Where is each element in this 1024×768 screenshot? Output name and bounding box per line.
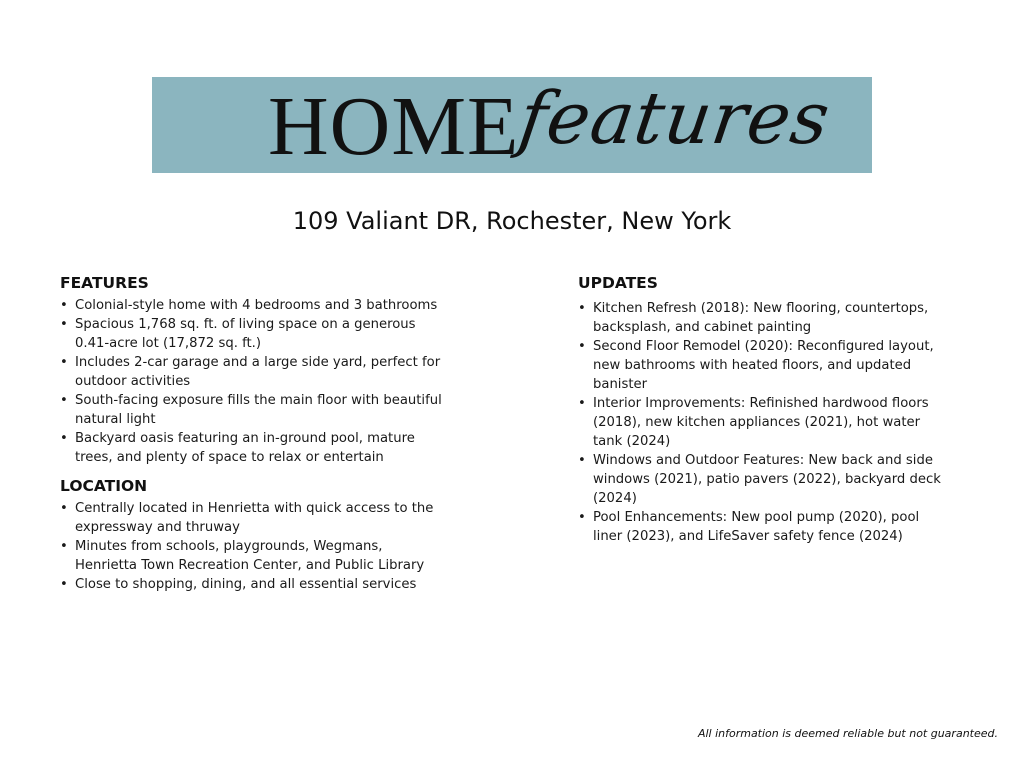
list-item: • Colonial-style home with 4 bedrooms and 3 bathrooms	[60, 296, 445, 315]
title-home: HOME	[268, 80, 520, 173]
right-column	[578, 273, 948, 546]
title-features-script: features	[514, 76, 836, 160]
list-item: • Backyard oasis featuring an in-ground pool, mature trees, and plenty of space to relax or entertain	[60, 429, 445, 467]
list-item: • Kitchen Refresh (2018): New flooring, countertops, backsplash, and cabinet painting	[578, 299, 948, 337]
list-item: • Minutes from schools, playgrounds, Wegmans, Henrietta Town Recreation Center, and Public Library	[60, 537, 445, 575]
property-address: 109 Valiant DR, Rochester, New York	[292, 207, 732, 235]
list-item: • Pool Enhancements: New pool pump (2020), pool liner (2023), and LifeSaver safety fence (2024)	[578, 508, 948, 546]
location-heading: LOCATION	[60, 477, 148, 495]
features-heading: FEATURES	[60, 274, 149, 292]
location-list	[60, 499, 445, 594]
list-item: • South-facing exposure fills the main floor with beautiful natural light	[60, 391, 445, 429]
list-item: • Close to shopping, dining, and all essential services	[60, 575, 445, 594]
updates-heading: UPDATES	[578, 274, 658, 292]
section-spacer	[60, 467, 445, 476]
left-column	[60, 273, 445, 594]
list-item: • Windows and Outdoor Features: New back and side windows (2021), patio pavers (2022), backyard deck (2024)	[578, 451, 948, 508]
list-item: • Centrally located in Henrietta with quick access to the expressway and thruway	[60, 499, 445, 537]
list-item: • Includes 2-car garage and a large side yard, perfect for outdoor activities	[60, 353, 445, 391]
list-item: • Spacious 1,768 sq. ft. of living space on a generous 0.41-acre lot (17,872 sq. ft.)	[60, 315, 445, 353]
list-item: • Second Floor Remodel (2020): Reconfigured layout, new bathrooms with heated floors, and updated banister	[578, 337, 948, 394]
disclaimer-text: All information is deemed reliable but not guaranteed.	[697, 727, 998, 740]
updates-list	[578, 299, 948, 546]
features-list	[60, 296, 445, 467]
list-item: • Interior Improvements: Refinished hardwood floors (2018), new kitchen appliances (2021), hot water tank (2024)	[578, 394, 948, 451]
